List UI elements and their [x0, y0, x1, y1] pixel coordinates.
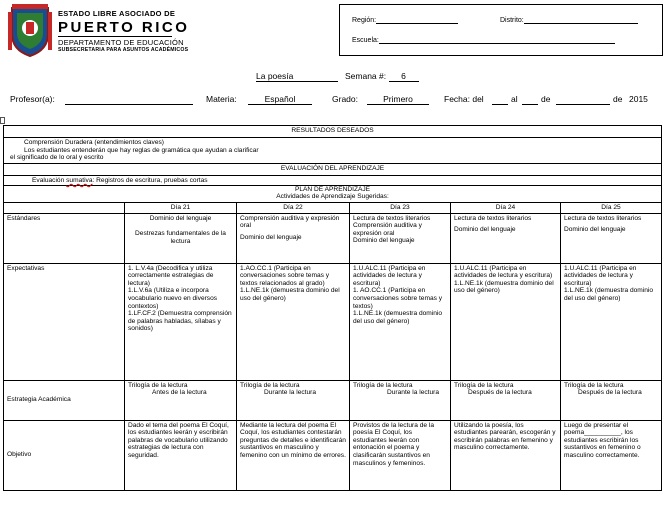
estandares-cell-25 [561, 213, 662, 263]
estrategia-22-line2: Durante la lectura [264, 389, 317, 397]
org-line1: ESTADO LIBRE ASOCIADO DE [58, 9, 176, 18]
expectativas-21-item2: 1.L.V.6a (Utiliza e incorpora vocabulario nuevo en diversos contextos) [128, 287, 218, 310]
estandares-22-line2: Dominio del lenguaje [240, 233, 302, 241]
days-corner [4, 202, 125, 213]
fecha-month[interactable] [556, 94, 610, 105]
resultados-text1: Comprensión Duradera (entendimientos claves) [24, 139, 165, 146]
estrategia-21-line1: Trilogía de la lectura [128, 381, 188, 389]
estrategia-cell-23 [350, 380, 451, 420]
grado-value: Primero [367, 94, 429, 105]
estrategia-24-line2: Después de la lectura [468, 389, 532, 397]
actividades-header: Actividades de Aprendizaje Sugeridas: [276, 193, 389, 201]
fecha-al: al [511, 94, 518, 104]
resultados-text2: Los estudiantes entenderán que hay reglas de gramática que ayudan a clarificar [24, 146, 259, 154]
estandares-23-line3: Dominio del lenguaje [353, 237, 415, 245]
pr-seal-logo [6, 4, 54, 58]
plan-header-cell [4, 186, 662, 203]
expectativas-23-item3: 1.L.NE.1k (demuestra dominio del uso del género) [353, 310, 443, 325]
expectativas-label: Expectativas [4, 263, 125, 380]
org-divider [58, 36, 172, 37]
resultados-header-row [4, 126, 662, 138]
resultados-row [4, 138, 662, 164]
expectativas-cell-24 [451, 263, 561, 380]
estandares-24-line2: Dominio del lenguaje [454, 226, 516, 234]
expectativas-cell-22 [237, 263, 350, 380]
expectativas-cell-23 [350, 263, 451, 380]
fecha-de2: de [613, 94, 623, 104]
objetivo-cell-21: Dado el tema del poema El Coquí, los estudiantes leerán y escribirán palabras de vocabulario utilizando estrategias de lectura con seguridad. [125, 420, 237, 490]
school-info-box [339, 4, 663, 56]
profesor-field[interactable] [65, 94, 193, 105]
evaluacion-cell [4, 175, 662, 186]
fecha-day-from[interactable] [492, 94, 508, 105]
estrategia-cell-21 [125, 380, 237, 420]
resultados-text3: el significado de lo oral y escrito [10, 154, 104, 162]
fecha-day-to[interactable] [522, 94, 538, 105]
estrategia-21-line2: Antes de la lectura [152, 389, 207, 397]
expectativas-cell-25 [561, 263, 662, 380]
fecha-year: 2015 [629, 94, 648, 104]
expectativas-21-item3: 1.LF.CF.2 (Demuestra comprensión de palabras habladas, sílabas y sonidos) [128, 310, 232, 333]
estrategia-25-line2: Después de la lectura [578, 389, 642, 397]
expectativas-24-item1: 1.U.ALC.11 (Participa en actividades de lectura y escritura) [454, 264, 553, 280]
objetivo-row [4, 420, 662, 490]
estandares-25-line2: Dominio del lenguaje [564, 226, 626, 234]
estandares-22-line1: Comprensión auditiva y expresión oral [240, 214, 340, 230]
expectativas-cell-21 [125, 263, 237, 380]
fecha-de1: de [541, 94, 551, 104]
objetivo-cell-25: Luego de presentar el poema__________, los estudiantes escribirán los sustantivos en femenino o masculino correctamente. [561, 420, 662, 490]
estandares-23-line2: Comprensión auditiva y expresión oral [353, 222, 422, 237]
days-row [4, 202, 662, 213]
estandares-cell-22 [237, 213, 350, 263]
estandares-cell-21 [125, 213, 237, 263]
estandares-21-line2: Destrezas fundamentales de la lectura [135, 230, 226, 245]
escuela-label: Escuela: [352, 37, 379, 44]
expectativas-21-item1: 1. L.V.4a (Decodifica y utiliza correctamente estrategias de lectura) [128, 264, 214, 287]
estandares-24-line1: Lectura de textos literarios [454, 214, 532, 222]
profesor-label: Profesor(a): [10, 94, 55, 104]
resultados-cell [4, 138, 662, 164]
expectativas-24-item2: 1.L.NE.1k (demuestra dominio del uso del género) [454, 279, 554, 295]
expectativas-25-item1: 1.U.ALC.11 (Participa en actividades de lectura y escritura) [564, 264, 637, 287]
estrategia-22-line1: Trilogía de la lectura [240, 381, 300, 389]
estandares-cell-23 [350, 213, 451, 263]
lesson-plan-table [3, 125, 662, 491]
estandares-row [4, 213, 662, 263]
estrategia-cell-25 [561, 380, 662, 420]
region-field[interactable] [376, 15, 458, 24]
day-21: Día 21 [125, 202, 237, 213]
evaluacion-header: EVALUACIÓN DEL APRENDIZAJE [4, 163, 662, 175]
day-25: Día 25 [561, 202, 662, 213]
estrategia-label: Estrategia Académica [4, 380, 125, 420]
distrito-field[interactable] [524, 15, 638, 24]
day-24: Día 24 [451, 202, 561, 213]
estandares-23-line1: Lectura de textos literarios [353, 214, 431, 222]
estrategia-cell-22 [237, 380, 350, 420]
org-line2: PUERTO RICO [58, 19, 190, 36]
expectativas-23-item2: 1. AO.CC.1 (Participa en conversaciones sobre temas y textos) [353, 287, 443, 310]
estrategia-23-line2: Durante la lectura [387, 389, 440, 397]
objetivo-label: Objetivo [4, 420, 125, 490]
day-22: Día 22 [237, 202, 350, 213]
materia-value: Español [248, 94, 312, 105]
week-label: Semana #: [345, 71, 387, 81]
evaluacion-word: sumativa [66, 176, 93, 184]
expectativas-22-item2: 1.L.NE.1k (demuestra dominio del uso del género) [240, 287, 340, 302]
estrategia-23-line1: Trilogía de la lectura [353, 381, 413, 389]
org-line3: DEPARTAMENTO DE EDUCACIÓN [58, 38, 184, 47]
objetivo-cell-22: Mediante la lectura del poema El Coquí, los estudiantes contestarán preguntas de detalles e identificarán sustantivos en masculino y femenino con un mínimo de errores. [237, 420, 350, 490]
estrategia-25-line1: Trilogía de la lectura [564, 381, 624, 389]
estandares-cell-24 [451, 213, 561, 263]
distrito-label: Distrito: [500, 17, 524, 24]
estrategia-row [4, 380, 662, 420]
expectativas-25-item2: 1.L.NE.1k (demuestra dominio del uso del género) [564, 287, 654, 302]
expectativas-22-item1: 1.AO.CC.1 (Participa en conversaciones sobre temas y textos relacionados al grado) [240, 264, 330, 287]
grado-label: Grado: [332, 94, 358, 104]
estandares-label: Estándares [4, 213, 125, 263]
estrategia-cell-24 [451, 380, 561, 420]
estrategia-24-line1: Trilogía de la lectura [454, 381, 514, 389]
week-value: 6 [389, 71, 419, 82]
evaluacion-label: Evaluación [32, 176, 65, 184]
plan-header: PLAN DE APRENDIZAJE [294, 186, 371, 194]
expectativas-23-item1: 1.U.ALC.11 (Participa en actividades de lectura y escritura) [353, 264, 426, 287]
objetivo-cell-23: Provistos de la lectura de la poesía El Coquí, los estudiantes leerán con entonación el poema y clasificarán sustantivos en masculinos y femeninos. [350, 420, 451, 490]
escuela-field[interactable] [379, 35, 615, 44]
materia-label: Materia: [206, 94, 237, 104]
lesson-title: La poesía [256, 71, 338, 82]
evaluacion-rest: : Registros de escritura, pruebas cortas [92, 176, 208, 184]
resultados-header: RESULTADOS DESEADOS [4, 126, 662, 138]
plan-header-row [4, 186, 662, 203]
estandares-25-line1: Lectura de textos literarios [564, 214, 642, 222]
org-line4: SUBSECRETARIA PARA ASUNTOS ACADÉMICOS [58, 47, 189, 53]
evaluacion-header-row [4, 163, 662, 175]
evaluacion-row [4, 175, 662, 186]
objetivo-cell-24: Utilizando la poesía, los estudiantes parearán, escogerán y escribirán palabras en femenino y masculino correctamente. [451, 420, 561, 490]
day-23: Día 23 [350, 202, 451, 213]
fecha-label: Fecha: del [444, 94, 484, 104]
region-label: Región: [352, 17, 377, 24]
expectativas-row [4, 263, 662, 380]
table-move-handle[interactable] [0, 117, 5, 124]
estandares-21-line1: Dominio del lenguaje [149, 214, 212, 222]
